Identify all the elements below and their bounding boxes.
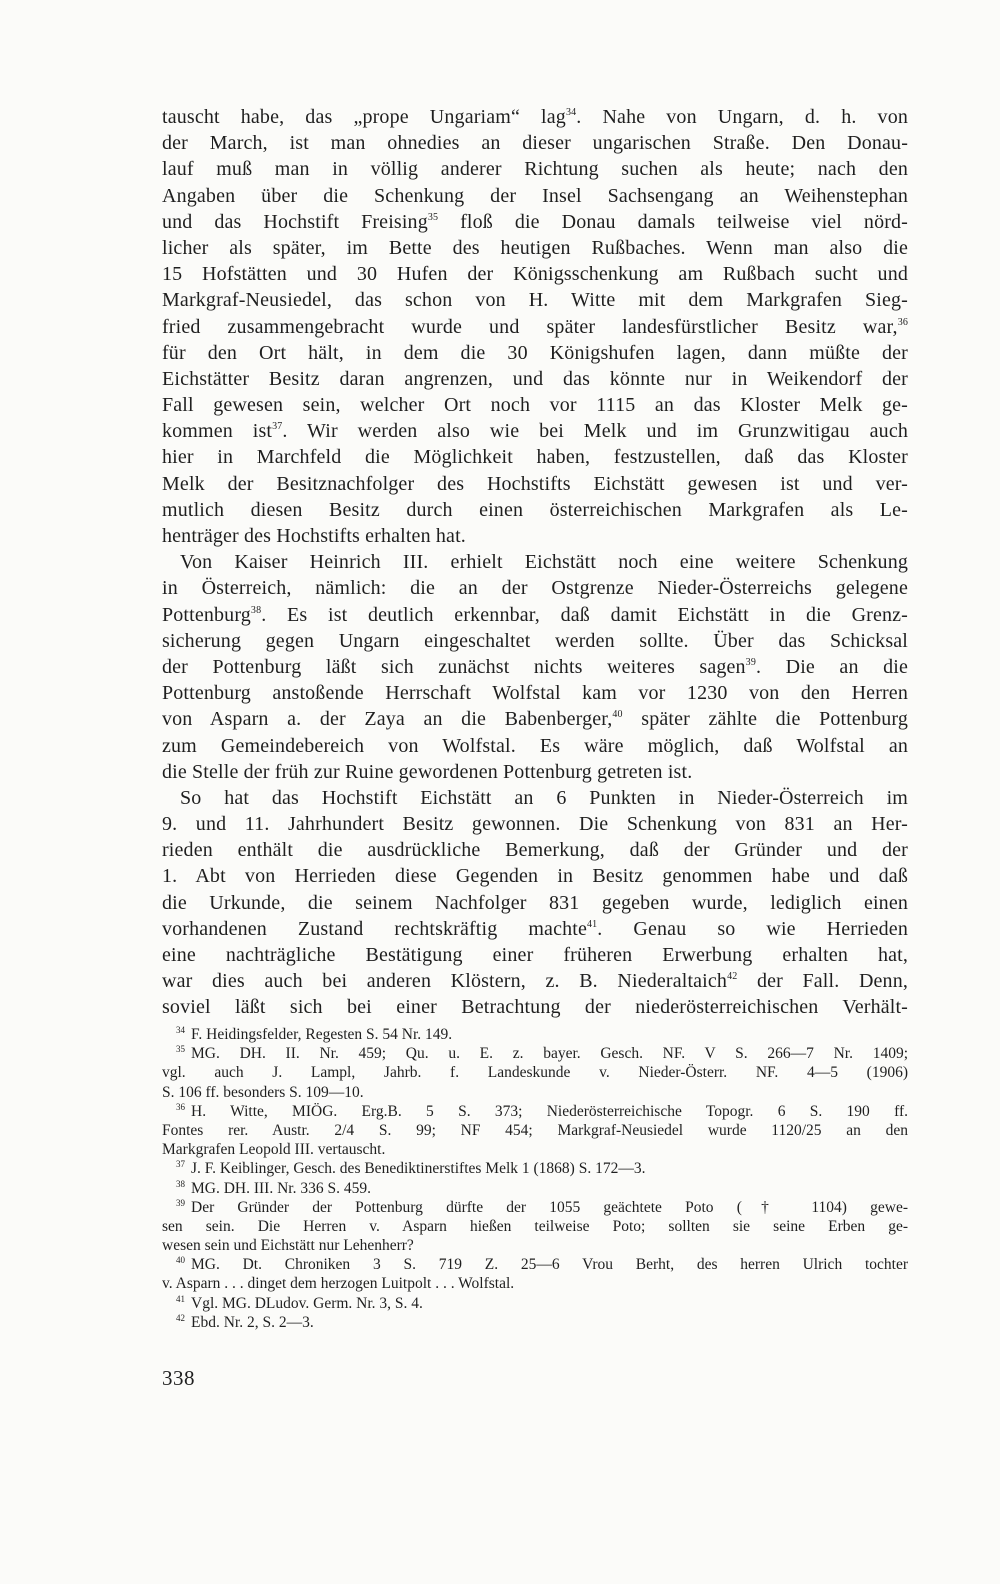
footnote-line (162, 1121, 908, 1140)
text-line-continuation: . Genau so wie Herrieden (597, 917, 908, 940)
text-line-continuation: . Die an die (755, 655, 908, 678)
text-line (162, 916, 908, 942)
text-line-content: lauf muß man in völlig anderer Richtung suchen als heute; nach den (162, 158, 908, 181)
text-line (162, 837, 908, 863)
text-line-content: Pottenburg (162, 603, 251, 626)
footnote-number: 42 (176, 1312, 185, 1323)
text-line-continuation: der Fall. Denn, (737, 970, 909, 993)
footnote-line (162, 1313, 908, 1332)
text-line (162, 575, 908, 601)
body-text (162, 104, 908, 1021)
text-line (162, 785, 908, 811)
text-line-content: henträger des Hochstifts erhalten hat. (162, 525, 466, 547)
text-line-content: 1. Abt von Herrieden diese Gegenden in Besitz genommen habe und daß (162, 865, 908, 888)
text-line (162, 235, 908, 261)
text-line (162, 287, 908, 313)
text-line-content: der March, ist man ohnedies an dieser ungarischen Straße. Den Donau- (162, 132, 908, 155)
footnote-line (162, 1198, 908, 1217)
footnote-line (162, 1294, 908, 1313)
footnote-text: wesen sein und Eichstätt nur Lehenherr? (162, 1237, 414, 1255)
footnote-text: F. Heidingsfelder, Regesten S. 54 Nr. 149. (191, 1026, 453, 1043)
footnote-line (162, 1044, 908, 1063)
text-line (162, 968, 908, 994)
footnote-reference[interactable]: 41 (586, 918, 598, 930)
footnote-reference[interactable]: 39 (745, 656, 756, 668)
text-line-content: für den Ort hält, in dem die 30 Königshufen lagen, dann müßte der (162, 341, 908, 364)
text-line-content: die Stelle der früh zur Ruine gewordenen Pottenburg getreten ist. (162, 760, 693, 783)
text-line-content: von Asparn a. der Zaya an die Babenberger, (162, 708, 613, 731)
text-line (162, 340, 908, 366)
text-line (162, 261, 908, 287)
footnote-line (162, 1083, 908, 1102)
text-line-continuation: . Es ist deutlich erkennbar, daß damit Eichstätt in die Grenz- (261, 603, 908, 626)
footnote-number: 40 (176, 1255, 185, 1266)
text-line-content: zum Gemeindebereich von Wolfstal. Es wäre möglich, daß Wolfstal an (162, 734, 908, 757)
text-line-content: 9. und 11. Jahrhundert Besitz gewonnen. Die Schenkung von 831 an Her- (162, 813, 908, 836)
footnote-number: 34 (176, 1025, 185, 1035)
text-line (162, 811, 908, 837)
footnote-text: Vgl. MG. DLudov. Germ. Nr. 3, S. 4. (191, 1294, 423, 1312)
text-line-continuation: floß die Donau damals teilweise viel nörd- (438, 210, 908, 233)
footnote-text: H. Witte, MIÖG. Erg.B. 5 S. 373; Niederösterreichische Topogr. 6 S. 190 ff. (191, 1102, 908, 1120)
text-line (162, 471, 908, 497)
text-line (162, 942, 908, 968)
footnote-number: 36 (176, 1101, 185, 1112)
text-line-content: Von Kaiser Heinrich III. erhielt Eichstätt noch eine weitere Schenkung (180, 551, 908, 574)
footnote-line (162, 1025, 908, 1044)
footnote-text: Fontes rer. Austr. 2/4 S. 99; NF 454; Markgraf-Neusiedel wurde 1120/25 an den (162, 1121, 908, 1139)
text-line-continuation: . Wir werden also wie bei Melk und im Grunzwitigau auch (282, 420, 909, 443)
text-line-content: in Österreich, nämlich: die an der Ostgrenze Nieder-Österreichs gelegene (162, 577, 908, 600)
text-line (162, 366, 908, 392)
text-line-content: Markgraf-Neusiedel, das schon von H. Witte mit dem Markgrafen Sieg- (162, 289, 908, 312)
page-number: 338 (162, 1366, 195, 1390)
text-line-content: Melk der Besitznachfolger des Hochstifts Eichstätt gewesen ist und ver- (162, 472, 908, 495)
text-line (162, 628, 908, 654)
text-line-content: vorhandenen Zustand rechtskräftig machte (162, 917, 587, 940)
text-line-content: tauscht habe, das „prope Ungariam“ lag (162, 106, 566, 128)
footnotes (162, 1025, 908, 1332)
text-line-content: Eichstätter Besitz daran angrenzen, und das könnte nur in Weikendorf der (162, 367, 908, 390)
text-line-continuation: . Nahe von Ungarn, d. h. von (576, 106, 908, 128)
text-line (162, 418, 908, 444)
footnote-text: S. 106 ff. besonders S. 109—10. (162, 1083, 364, 1101)
text-line (162, 314, 908, 340)
footnote-number: 35 (176, 1044, 185, 1055)
text-line (162, 549, 908, 575)
text-line-content: und das Hochstift Freising (162, 210, 428, 233)
text-line-content: Fall gewesen sein, welcher Ort noch vor 1115 an das Kloster Melk ge- (162, 394, 908, 417)
text-line-content: rieden enthält die ausdrückliche Bemerkung, daß der Gründer und der (162, 839, 908, 862)
text-line (162, 156, 908, 182)
text-line (162, 890, 908, 916)
footnote-text: Der Gründer der Pottenburg dürfte der 1055 geächtete Poto († 1104) gewe- (191, 1198, 908, 1216)
footnote-text: J. F. Keiblinger, Gesch. des Benediktinerstiftes Melk 1 (1868) S. 172—3. (191, 1160, 646, 1178)
footnote-number: 39 (176, 1197, 185, 1208)
footnote-line (162, 1274, 908, 1293)
footnote-number: 41 (176, 1293, 185, 1304)
text-line (162, 183, 908, 209)
footnote-line (162, 1255, 908, 1274)
text-line-content: 15 Hofstätten und 30 Hufen der Königsschenkung am Rußbach sucht und (162, 263, 908, 286)
footnote-line (162, 1159, 908, 1178)
text-line (162, 497, 908, 523)
footnote-line (162, 1140, 908, 1159)
footnote-line (162, 1236, 908, 1255)
footnote-reference[interactable]: 38 (250, 604, 262, 616)
footnote-reference[interactable]: 36 (897, 316, 908, 328)
text-line (162, 444, 908, 470)
footnote-line (162, 1063, 908, 1082)
footnote-line (162, 1102, 908, 1121)
footnote-text: MG. Dt. Chroniken 3 S. 719 Z. 25—6 Vrou Berht, des herren Ulrich tochter (191, 1256, 908, 1274)
footnote-reference[interactable]: 37 (272, 421, 283, 433)
text-line (162, 602, 908, 628)
text-line-content: fried zusammengebracht wurde und später landesfürstlicher Besitz war, (162, 315, 898, 338)
text-line-content: Pottenburg anstoßende Herrschaft Wolfstal kam vor 1230 von den Herren (162, 682, 908, 705)
text-line (162, 706, 908, 732)
footnote-line (162, 1179, 908, 1198)
footnote-reference[interactable]: 40 (612, 709, 623, 721)
text-line-content: mutlich diesen Besitz durch einen österreichischen Markgrafen als Le- (162, 498, 908, 521)
footnote-reference[interactable]: 34 (565, 107, 577, 118)
text-line-content: der Pottenburg läßt sich zunächst nichts weiteres sagen (162, 655, 746, 678)
text-line (162, 994, 908, 1020)
text-line-content: licher als später, im Bette des heutigen Rußbaches. Wenn man also die (162, 236, 908, 259)
footnote-reference[interactable]: 42 (727, 971, 738, 983)
text-line (162, 209, 908, 235)
text-line-content: hier in Marchfeld die Möglichkeit haben, festzustellen, daß das Kloster (162, 446, 908, 469)
footnote-number: 38 (176, 1178, 185, 1189)
footnote-reference[interactable]: 35 (427, 211, 439, 223)
text-line-content: Angaben über die Schenkung der Insel Sachsengang an Weihenstephan (162, 184, 908, 207)
text-line (162, 759, 908, 785)
text-line (162, 104, 908, 130)
text-line-content: die Urkunde, die seinem Nachfolger 831 gegeben wurde, lediglich einen (162, 891, 908, 914)
text-line (162, 733, 908, 759)
text-line-content: eine nachträgliche Bestätigung einer früheren Erwerbung erhalten hat, (162, 944, 908, 966)
footnote-text: Markgrafen Leopold III. vertauscht. (162, 1141, 386, 1159)
footnote-text: v. Asparn . . . dinget dem herzogen Luitpolt . . . Wolfstal. (162, 1275, 515, 1293)
text-line (162, 392, 908, 418)
text-line (162, 523, 908, 549)
footnote-text: vgl. auch J. Lampl, Jahrb. f. Landeskunde v. Nieder-Österr. NF. 4—5 (1906) (162, 1064, 908, 1082)
text-line-content: sicherung gegen Ungarn eingeschaltet werden sollte. Über das Schicksal (162, 629, 908, 652)
text-line (162, 680, 908, 706)
text-line (162, 130, 908, 156)
text-line (162, 654, 908, 680)
footnote-text: MG. DH. III. Nr. 336 S. 459. (191, 1179, 371, 1197)
text-line (162, 863, 908, 889)
footnote-text: Ebd. Nr. 2, S. 2—3. (191, 1313, 314, 1331)
footnote-text: MG. DH. II. Nr. 459; Qu. u. E. z. bayer. Gesch. NF. V S. 266—7 Nr. 1409; (191, 1045, 908, 1063)
footnote-text: sen sein. Die Herren v. Asparn hießen teilweise Poto; sollten sie seine Erben ge- (162, 1217, 908, 1235)
text-line-content: soviel läßt sich bei einer Betrachtung der niederösterreichischen Verhält- (162, 996, 908, 1019)
text-line-continuation: später zählte die Pottenburg (622, 708, 908, 731)
footnote-line (162, 1217, 908, 1236)
text-line-content: So hat das Hochstift Eichstätt an 6 Punkten in Nieder-Österreich im (180, 786, 908, 809)
text-line-content: kommen ist (162, 420, 273, 443)
text-line-content: war dies auch bei anderen Klöstern, z. B. Niederaltaich (162, 970, 728, 993)
footnote-number: 37 (176, 1159, 185, 1170)
